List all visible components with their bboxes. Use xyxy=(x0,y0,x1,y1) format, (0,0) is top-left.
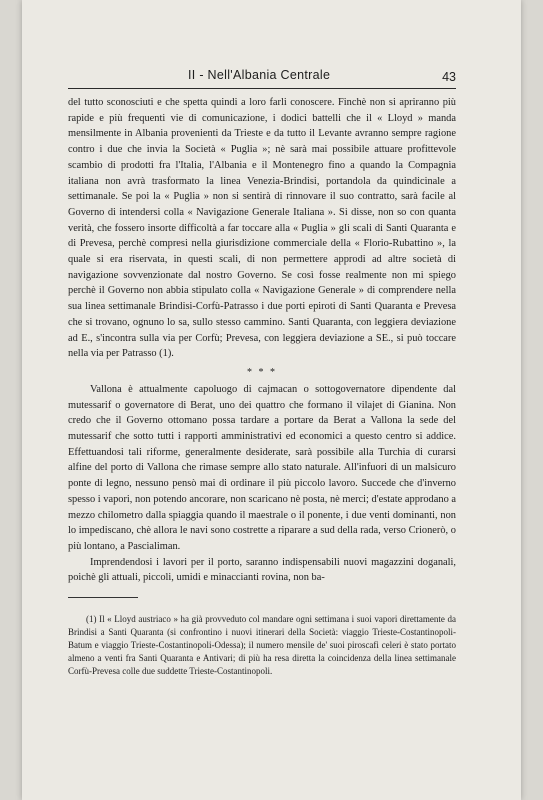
body-text xyxy=(68,95,456,586)
page-number: 43 xyxy=(442,70,456,84)
book-page xyxy=(22,0,521,800)
section-asterism: * * * xyxy=(247,366,277,378)
footnote: (1) Il « Lloyd austriaco » ha già provveduto col mandare ogni settimana i suoi vapori direttamente da Brindisi a Santi Quaranta (si confrontino i nuovi itinerari della Società: viaggio Trieste-Costantinopoli-Batum e viaggio Trieste-Costantinopoli-Odessa); il numero mensile de' suoi piroscafi celeri è stato portato almeno a venti fra Santi Quaranta e Antivari; di più ha resa diretta la coincidenza della linea settimanale Corfù-Prevesa colle due suddette Trieste-Costantinopoli. xyxy=(68,614,456,676)
footnote-rule xyxy=(68,597,138,598)
page-header xyxy=(68,60,456,89)
paragraph-2: Vallona è attualmente capoluogo di cajmacan o sottogovernatore dipendente dal mutessarif o governatore di Berat, uno dei quattro che formano il vilajet di Gianina. Non credo che il Governo ottomano possa tardare a portare da Berat a Vallona la sede del mutessarif che sotto tutti i rapporti amministrativi ed economici a questo centro si addice. Effettuandosi tali riforme, generalmente desiderate, sarà possibile alla Turchia di curarsi alfine del porto di Vallona che rimase sempre allo stato naturale. All'infuori di un malsicuro ponte di legno, nessuno pensò mai di ordinare il più piccolo lavoro. Succede che d'inverno spesso i vapori, non potendo ancorare, non scaricano nè posta, nè merci; d'estate approdano a mezzo chilometro dalla spiaggia quando il maestrale o il ponente, i due venti dominanti, non lo impediscano, chè allora le navi sono costrette a riparare a sud della rada, verso Crionerò, o più lontano, a Pascialiman. xyxy=(68,383,456,552)
paragraph-1: del tutto sconosciuti e che spetta quindi a loro farli conoscere. Finchè non si apriranno più rapide e più frequenti vie di comunicazione, i dodici battelli che il « Lloyd » manda mensilmente in Albania provenienti da Trieste e da tutto il Levante avranno sempre ragione contro i due che invia la Società « Puglia »; nè sarà mai possibile attuare profittevole scambio di prodotti fra l'Italia, l'Albania e il Montenegro fino a quando la Compagnia italiana non avrà trasformato la linea Venezia-Brindisi, portandola da quindicinale a settimanale. Se poi la « Puglia » non si sentirà di rinnovare il suo contratto, sarà facile al Governo di intendersi colla « Navigazione Generale Italiana ». Si disse, non so con quanta verità, che fossero insorte difficoltà a far toccare alla « Puglia » gli scali di Santi Quaranta e di Prevesa, perchè compresi nella giurisdizione commerciale della « Florio-Rubattino », la quale si era riservata, in questi scali, di non permettere approdi ad altre società di navigazione sovvenzionate dal nostro Governo. Se così fosse realmente non mi spiego perchè il Governo non abbia stipulato colla « Navigazione Generale » di comprendere nella sua linea settimanale Brindisi-Corfù-Patrasso i due porti epiroti di Santi Quaranta e Prevesa che si trovano, ognuno lo sa, sullo stesso cammino. Santi Quaranta, con leggiera deviazione ad E., s'incontra sulla via per Corfù; Prevesa, con leggiera deviazione a SE., si può toccare nella via per Patrasso (1). xyxy=(68,97,456,360)
running-title: II - Nell'Albania Centrale xyxy=(188,68,331,82)
paragraph-3: Imprendendosi i lavori per il porto, saranno indispensabili nuovi magazzini doganali, poichè gli attuali, piccoli, umidi e minaccianti rovina, non ba- xyxy=(68,556,456,584)
